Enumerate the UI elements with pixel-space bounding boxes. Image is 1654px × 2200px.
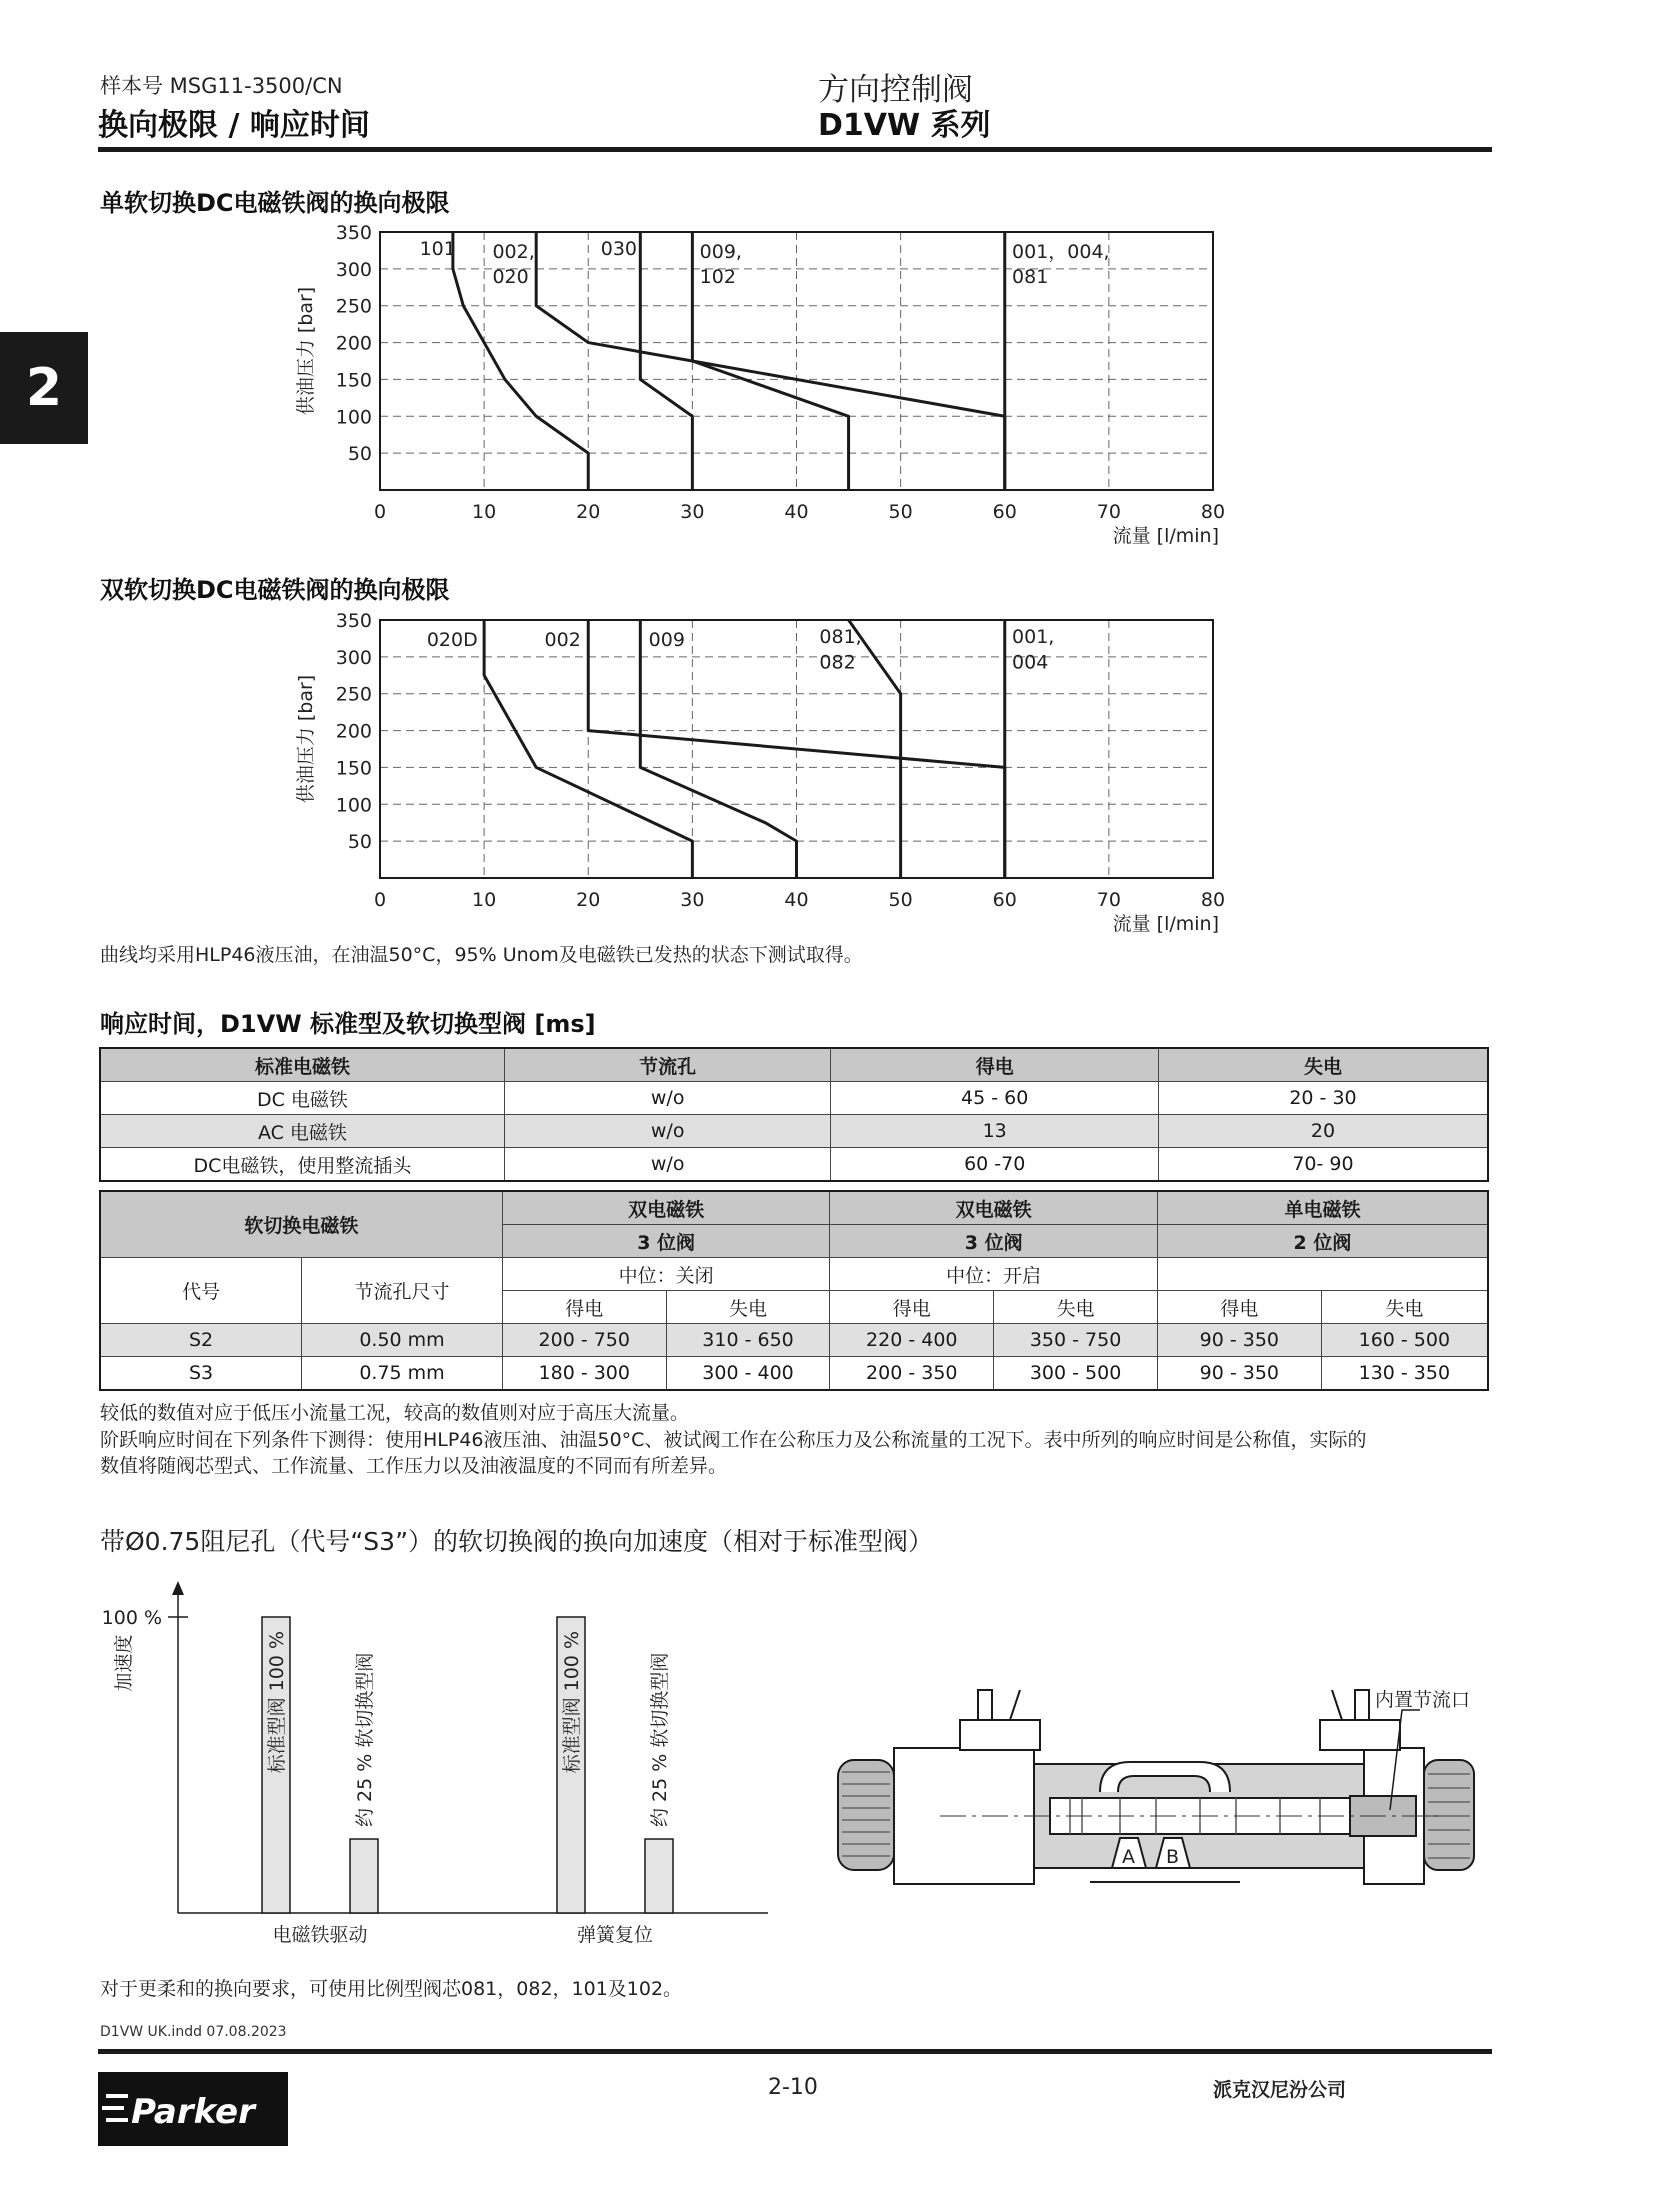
group-label: 弹簧复位 <box>576 1924 654 1946</box>
table-cell: 130 - 350 <box>1321 1357 1488 1391</box>
valve-section-drawing <box>820 1660 1500 1900</box>
logo-text: Parker <box>131 2092 255 2132</box>
code-header: 代号 <box>100 1258 302 1324</box>
x-tick-label: 20 <box>576 501 601 523</box>
series-line <box>640 620 796 878</box>
y-tick-label: 300 <box>335 258 372 281</box>
center-position: 中位：关闭 <box>502 1258 830 1291</box>
table-header-row <box>100 1258 1488 1291</box>
y-tick-label: 200 <box>335 720 372 743</box>
proportional-note: 对于更柔和的换向要求，可使用比例型阀芯081，082，101及102。 <box>100 1978 683 2000</box>
y-axis-label: 加速度 <box>113 1634 135 1692</box>
position-header: 3 位阀 <box>502 1225 830 1258</box>
x-tick-label: 50 <box>888 889 913 911</box>
group-header: 双电磁铁 <box>502 1191 830 1225</box>
standard-solenoid-table <box>99 1047 1489 1182</box>
table-cell: DC 电磁铁 <box>100 1082 504 1115</box>
table-cell: 13 <box>831 1115 1159 1148</box>
table-cell: AC 电磁铁 <box>100 1115 504 1148</box>
y-axis-arrow <box>172 1581 184 1595</box>
curve-label: 081 <box>1012 266 1049 289</box>
energized-header: 得电 <box>1157 1291 1321 1324</box>
right-end-cap <box>1424 1760 1474 1870</box>
table-cell: 20 - 30 <box>1158 1082 1488 1115</box>
table-cell: 45 - 60 <box>831 1082 1159 1115</box>
group-header: 双电磁铁 <box>830 1191 1158 1225</box>
y-tick-label: 50 <box>347 831 372 854</box>
curve-label: 081, <box>819 626 862 649</box>
left-pin <box>978 1690 992 1720</box>
x-tick-label: 80 <box>1200 889 1226 911</box>
table-row <box>100 1082 1488 1115</box>
x-tick-label: 10 <box>472 889 497 911</box>
orifice-header: 节流孔尺寸 <box>302 1258 503 1324</box>
company-name: 派克汉尼汾公司 <box>1213 2079 1347 2101</box>
bar-label: 标准型阀 100 % <box>561 1631 583 1774</box>
acceleration-title: 带Ø0.75阻尼孔（代号“S3”）的软切换阀的换向加速度（相对于标准型阀） <box>100 1527 934 1556</box>
bar-label: 约 25 % 软切换型阀 <box>354 1652 376 1827</box>
y-axis-label: 供油压力 [bar] <box>295 286 317 416</box>
de-energized-header: 失电 <box>666 1291 830 1324</box>
y-tick-label: 200 <box>335 332 372 355</box>
table-cell: 0.50 mm <box>302 1324 503 1357</box>
catalog-number: 样本号 MSG11-3500/CN <box>100 74 343 98</box>
y-tick-label: 100 <box>335 794 372 817</box>
table-cell: S3 <box>100 1357 302 1391</box>
table-cell: 90 - 350 <box>1157 1357 1321 1391</box>
energized-header: 得电 <box>830 1291 994 1324</box>
chart1-title: 单软切换DC电磁铁阀的换向极限 <box>100 189 450 217</box>
table-cell: 220 - 400 <box>830 1324 994 1357</box>
table-row <box>100 1324 1488 1357</box>
acceleration-chart <box>90 1575 780 1975</box>
x-axis-label: 流量 [l/min] <box>1112 525 1219 547</box>
series-title: D1VW 系列 <box>818 108 991 143</box>
x-tick-label: 0 <box>373 889 387 911</box>
y-tick-label: 150 <box>335 369 372 392</box>
y-axis-label: 供油压力 [bar] <box>295 674 317 804</box>
chart1 <box>280 220 1240 560</box>
port-a-label: A <box>1122 1846 1135 1868</box>
x-tick-label: 60 <box>992 889 1017 911</box>
table-cell: w/o <box>504 1115 831 1148</box>
x-tick-label: 30 <box>680 889 705 911</box>
table-cell: 20 <box>1158 1115 1488 1148</box>
curve-label: 001，004, <box>1012 241 1110 264</box>
table-cell: DC电磁铁，使用整流插头 <box>100 1148 504 1182</box>
note-line-1: 较低的数值对应于低压小流量工况，较高的数值则对应于高压大流量。 <box>100 1402 690 1424</box>
section-title: 换向极限 / 响应时间 <box>98 108 370 143</box>
table-header-row <box>100 1191 1488 1225</box>
chart2 <box>280 608 1240 948</box>
x-tick-label: 30 <box>680 501 705 523</box>
curve-label: 101 <box>419 238 456 261</box>
x-tick-label: 40 <box>784 889 809 911</box>
bar <box>350 1839 378 1913</box>
parker-logo <box>98 2072 288 2146</box>
center-position <box>1157 1258 1488 1291</box>
curve-label: 002 <box>544 629 581 652</box>
x-tick-label: 20 <box>576 889 601 911</box>
position-header: 3 位阀 <box>830 1225 1158 1258</box>
table-header: 失电 <box>1158 1048 1488 1082</box>
x-tick-label: 50 <box>888 501 913 523</box>
y-tick-label: 100 % <box>101 1607 162 1629</box>
curve-label: 004 <box>1012 651 1049 674</box>
y-tick-label: 150 <box>335 757 372 780</box>
y-tick-label: 350 <box>335 610 372 632</box>
de-energized-header: 失电 <box>994 1291 1158 1324</box>
de-energized-header: 失电 <box>1321 1291 1488 1324</box>
x-tick-label: 80 <box>1200 501 1226 523</box>
curve-label: 082 <box>819 651 856 674</box>
chapter-tab: 2 <box>0 332 88 444</box>
x-tick-label: 70 <box>1096 501 1121 523</box>
table-cell: 300 - 500 <box>994 1357 1158 1391</box>
table-cell: 160 - 500 <box>1321 1324 1488 1357</box>
curve-label: 001, <box>1012 626 1055 649</box>
x-tick-label: 70 <box>1096 889 1121 911</box>
x-tick-label: 10 <box>472 501 497 523</box>
x-tick-label: 60 <box>992 501 1017 523</box>
table-cell: 0.75 mm <box>302 1357 503 1391</box>
curve-label: 030 <box>600 238 638 261</box>
table-cell: 310 - 650 <box>666 1324 830 1357</box>
y-tick-label: 100 <box>335 406 372 429</box>
table-cell: 350 - 750 <box>994 1324 1158 1357</box>
response-time-title: 响应时间，D1VW 标准型及软切换型阀 [ms] <box>100 1010 596 1038</box>
y-tick-label: 300 <box>335 646 372 669</box>
right-connector <box>1320 1720 1400 1750</box>
y-tick-label: 350 <box>335 222 372 244</box>
curve-label: 009 <box>648 629 685 652</box>
x-tick-label: 0 <box>373 501 387 523</box>
table-cell: 70- 90 <box>1158 1148 1488 1182</box>
y-tick-label: 250 <box>335 683 372 706</box>
bar-label: 约 25 % 软切换型阀 <box>649 1652 671 1827</box>
table-header-row <box>100 1048 1488 1082</box>
position-header: 2 位阀 <box>1157 1225 1488 1258</box>
center-position: 中位：开启 <box>830 1258 1158 1291</box>
table-row <box>100 1357 1488 1391</box>
series-line <box>849 620 901 878</box>
table-cell: 300 - 400 <box>666 1357 830 1391</box>
group-label: 电磁铁驱动 <box>272 1924 368 1946</box>
bar-label: 标准型阀 100 % <box>266 1631 288 1774</box>
table-cell: w/o <box>504 1148 831 1182</box>
note-line-2: 阶跃响应时间在下列条件下测得：使用HLP46液压油、油温50°C、被试阀工作在公称压力及公称流量的工况下。表中所列的响应时间是公称值，实际的 <box>100 1429 1367 1451</box>
x-axis-label: 流量 [l/min] <box>1112 913 1219 935</box>
table-cell: 60 -70 <box>831 1148 1159 1182</box>
curve-label: 020 <box>492 266 529 289</box>
right-pin <box>1355 1690 1369 1720</box>
table-header: 标准电磁铁 <box>100 1048 504 1082</box>
soft-shift-table <box>99 1190 1489 1391</box>
header-rule <box>98 147 1492 152</box>
table-header: 节流孔 <box>504 1048 831 1082</box>
left-end-cap <box>838 1760 894 1870</box>
table-cell: w/o <box>504 1082 831 1115</box>
table-corner: 软切换电磁铁 <box>100 1191 502 1258</box>
table-cell: 90 - 350 <box>1157 1324 1321 1357</box>
product-title: 方向控制阀 <box>818 72 973 108</box>
table-cell: 200 - 750 <box>502 1324 666 1357</box>
curve-label: 102 <box>699 266 736 289</box>
group-header: 单电磁铁 <box>1157 1191 1488 1225</box>
file-info: D1VW UK.indd 07.08.2023 <box>100 2024 287 2040</box>
table-row <box>100 1115 1488 1148</box>
note-line-3: 数值将随阀芯型式、工作流量、工作压力以及油液温度的不同而有所差异。 <box>100 1455 728 1477</box>
table-row <box>100 1148 1488 1182</box>
y-tick-label: 50 <box>347 443 372 466</box>
table-header: 得电 <box>831 1048 1159 1082</box>
table-cell: S2 <box>100 1324 302 1357</box>
y-tick-label: 250 <box>335 295 372 318</box>
energized-header: 得电 <box>502 1291 666 1324</box>
port-b-label: B <box>1166 1846 1180 1868</box>
footer-rule <box>98 2049 1492 2054</box>
test-conditions-note: 曲线均采用HLP46液压油，在油温50°C，95% Unom及电磁铁已发热的状态下测试取得。 <box>100 944 863 966</box>
callout-label: 内置节流口 <box>1375 1689 1471 1711</box>
x-tick-label: 40 <box>784 501 809 523</box>
table-cell: 180 - 300 <box>502 1357 666 1391</box>
table-cell: 200 - 350 <box>830 1357 994 1391</box>
series-line <box>588 620 1005 878</box>
left-connector <box>960 1720 1040 1750</box>
curve-label: 002, <box>492 241 535 264</box>
chart2-title: 双软切换DC电磁铁阀的换向极限 <box>100 576 450 604</box>
curve-label: 009, <box>699 241 742 264</box>
bar <box>645 1839 673 1913</box>
curve-label: 020D <box>426 629 478 652</box>
page-number: 2-10 <box>768 2075 818 2100</box>
